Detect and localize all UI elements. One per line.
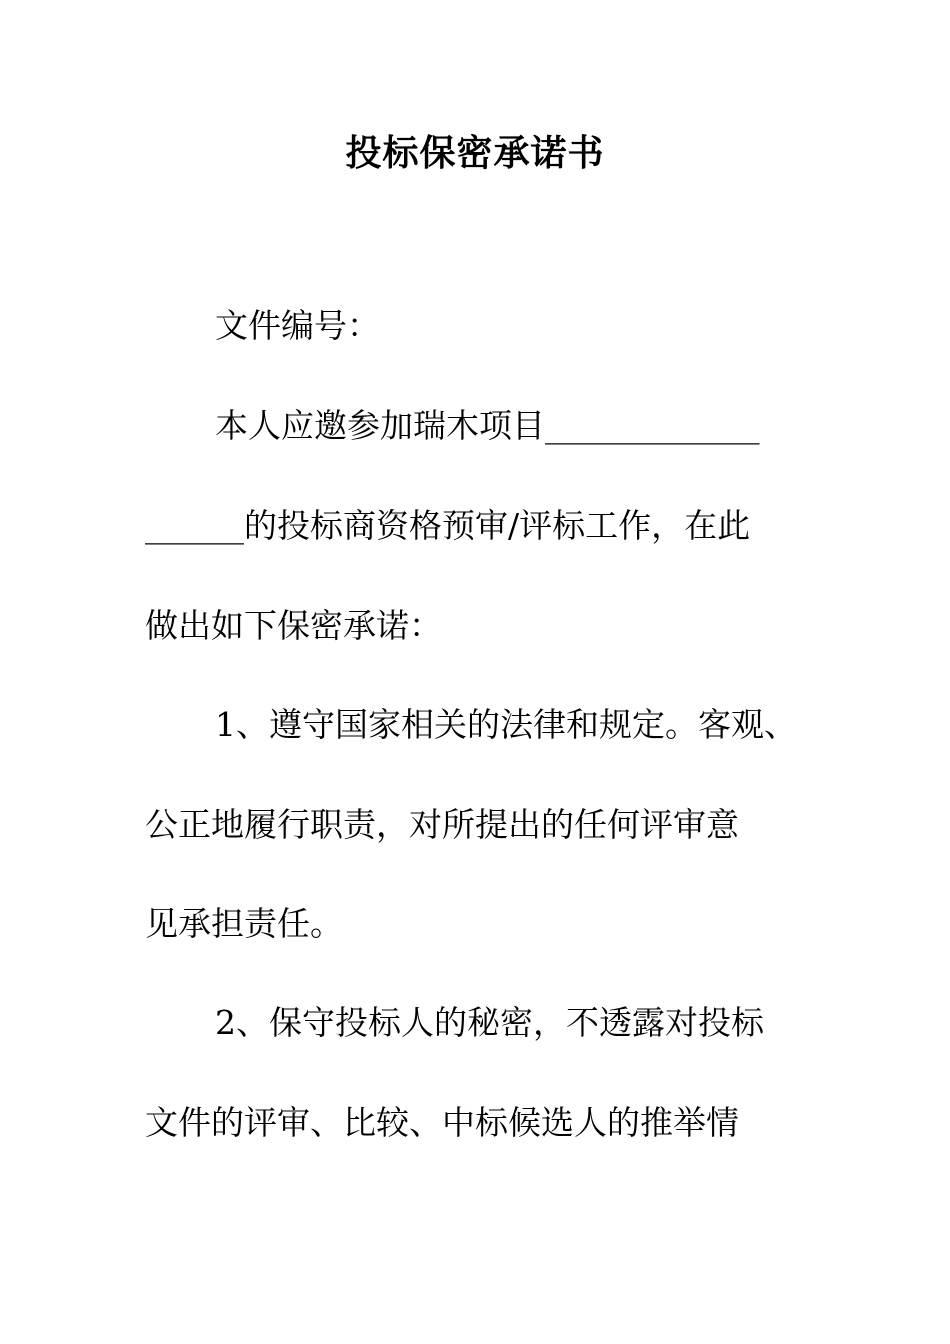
clause-1-line: 1、遵守国家相关的法律和规定。客观、 xyxy=(215,705,797,744)
clause-1-line: 公正地履行职责，对所提出的任何评审意 xyxy=(145,805,739,844)
paragraph-line: ______的投标商资格预审/评标工作，在此 xyxy=(145,506,751,545)
file-number-label: 文件编号： xyxy=(215,306,380,345)
paragraph-line: 本人应邀参加瑞木项目_____________ xyxy=(215,406,760,445)
paragraph-line: 做出如下保密承诺： xyxy=(145,606,442,645)
clause-2-line: 2、保守投标人的秘密，不透露对投标 xyxy=(215,1003,764,1042)
clause-2-line: 文件的评审、比较、中标候选人的推举情 xyxy=(145,1103,739,1142)
document-title: 投标保密承诺书 xyxy=(345,132,605,174)
clause-1-line: 见承担责任。 xyxy=(145,904,343,943)
